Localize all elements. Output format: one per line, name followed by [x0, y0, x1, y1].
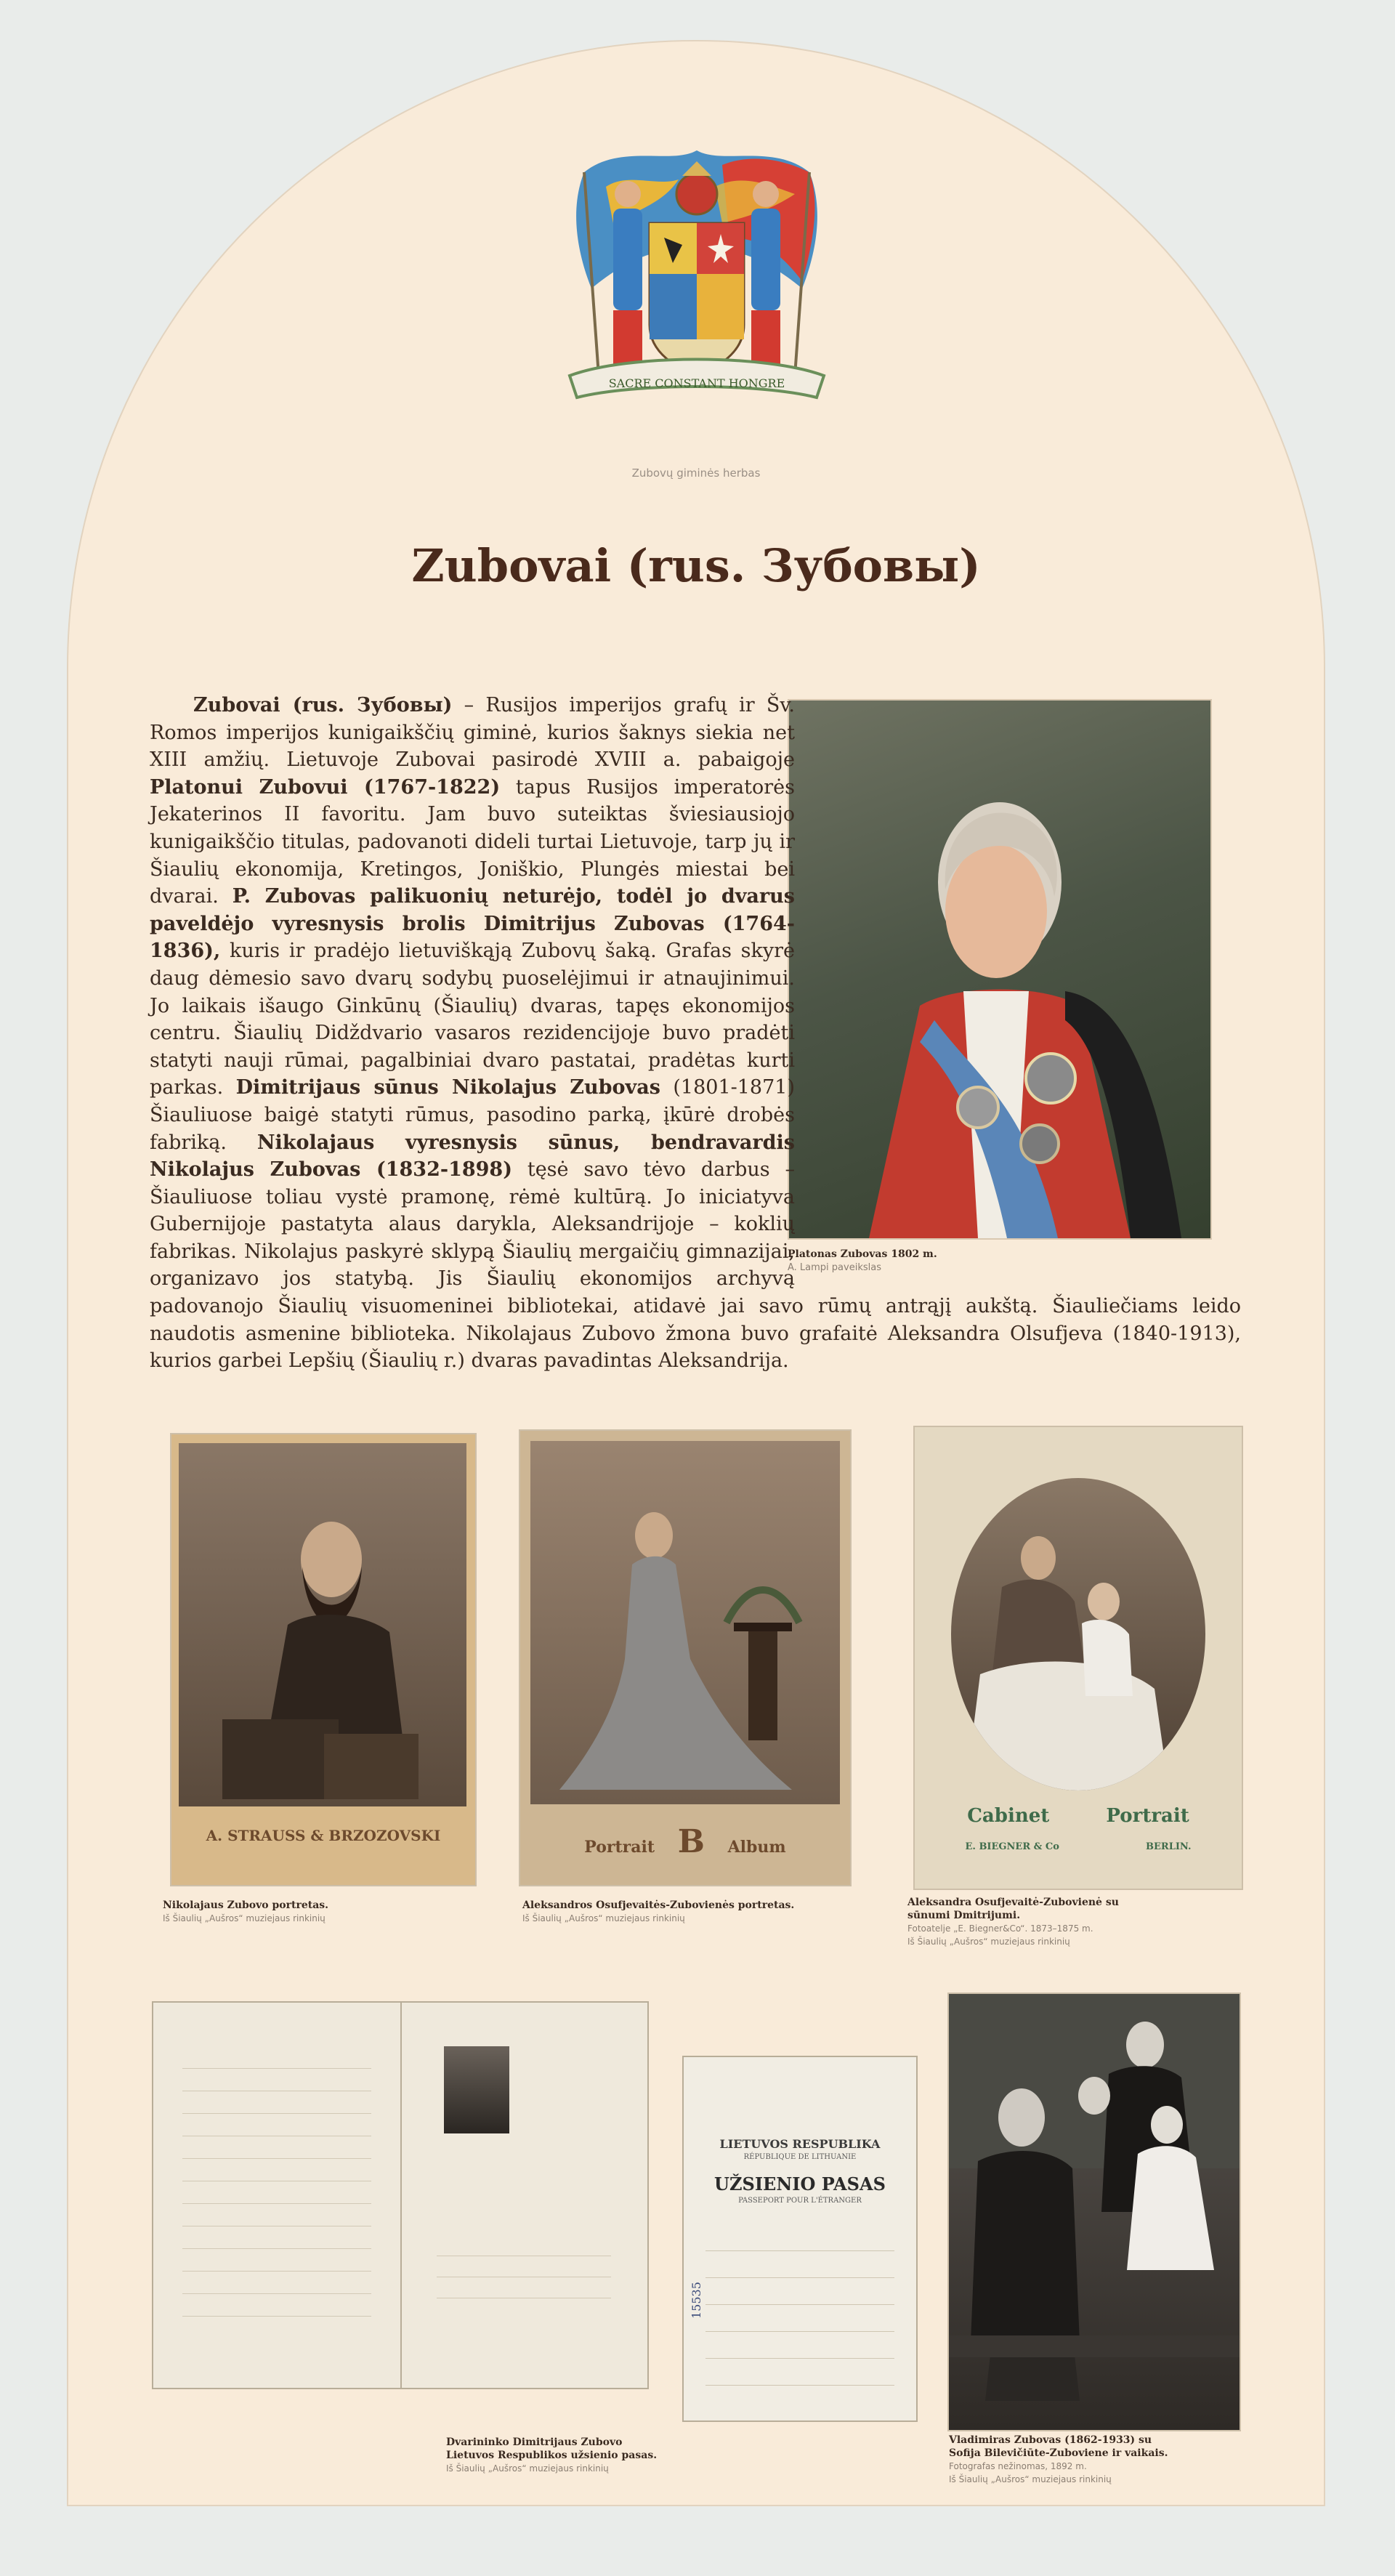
- passport-caption: [446, 2436, 657, 2475]
- photo5-caption: [949, 2434, 1168, 2486]
- exhibit-panel: [67, 40, 1325, 2506]
- portrait-caption-title: Platonas Zubovas 1802 m.: [788, 1248, 937, 1260]
- photo3-caption-source2: Iš Šiaulių „Aušros“ muziejaus rinkinių: [907, 1937, 1070, 1947]
- body-text-3: kuris ir pradėjo lietuviškąją Zubovų šaką. Grafas skyrė daug dėmesio savo dvarų sodybų puoselėjimui ir atnaujinimui. Jo laikais išaugo Ginkūnų (Šiaulių) dvaras, tapęs ekonomijos centru. Šiaulių Didždvario vasaros rezidencijoje buvo pradėti statyti nauji rūmai, pagalbiniai dvaro pastatai, pradėtas kurti parkas.: [150, 940, 795, 1099]
- coat-of-arms-icon: [541, 143, 853, 412]
- photo2-card-monogram: B: [677, 1823, 705, 1860]
- crest-caption: Zubovų giminės herbas: [631, 467, 761, 480]
- photo3-card-left: Cabinet: [967, 1805, 1050, 1827]
- body-text-1: – Rusijos imperijos grafų ir Šv. Romos imperijos kunigaikščių giminė, kurios šaknys siekia net XIII amžių. Lietuvoje Zubovai pasirodė XVIII a. pabaigoje: [150, 694, 795, 772]
- photo5-caption-line1: Vladimiras Zubovas (1862-1933) su: [949, 2434, 1152, 2446]
- photo3-card-studio-line: [915, 1841, 1242, 1852]
- page-title: Zubovai (rus. Зубовы): [411, 539, 981, 592]
- body-bold-2: P. Zubovas palikuonių neturėjo, todėl jo dvarus paveldėjo vyresnysis brolis Dimitrijus Zubovas (1764-1836),: [150, 885, 795, 963]
- body-text-4: (1801-1871) Šiauliuose baigė statyti rūmus, pasodino parką, įkūrė drobės fabriką.: [150, 1076, 795, 1154]
- photo1-caption-source: Iš Šiaulių „Aušros“ muziejaus rinkinių: [163, 1913, 326, 1923]
- body-text-2: tapus Rusijos imperatorės Jekaterinos II favoritu. Jam buvo suteiktas šviesiausiojo kunigaikščio titulas, padovanoti dideli turtai Lietuvoje, tarp jų ir Šiaulių ekonomija, Kretingos, Joniškio, Plungės miestai bei dvarai.: [150, 775, 795, 908]
- photo5-caption-source1: Fotografas nežinomas, 1892 m.: [949, 2461, 1087, 2471]
- photo2-caption: [522, 1899, 794, 1925]
- nikolaj-zubov-photo: [170, 1433, 477, 1886]
- photo3-card-label: [915, 1805, 1242, 1827]
- passport-caption-line2: Lietuvos Respublikos užsienio pasas.: [446, 2450, 658, 2461]
- portrait-space: [812, 692, 1241, 1273]
- photo5-caption-line2: Sofija Bilevičiūte-Zuboviene ir vaikais.: [949, 2447, 1168, 2459]
- article-body: [150, 692, 1241, 1375]
- photo1-card-label: A. STRAUSS & BRZOZOVSKI: [206, 1827, 441, 1844]
- photo2-card-left: Portrait: [584, 1838, 655, 1857]
- photo3-card-city: BERLIN.: [1146, 1841, 1192, 1852]
- body-lead: Zubovai (rus. Зубовы): [193, 694, 453, 716]
- vladimir-zubov-family-photo: [947, 1992, 1241, 2431]
- portrait-caption-author: A. Lampi paveikslas: [788, 1262, 881, 1273]
- passport-subheader: RÉPUBLIQUE DE LITHUANIE: [743, 2153, 857, 2161]
- passport-number: 15535: [690, 2282, 703, 2319]
- photo1-caption-title: Nikolajaus Zubovo portretas.: [163, 1899, 329, 1911]
- passport-header: LIETUVOS RESPUBLIKA: [719, 2137, 881, 2151]
- photo2-caption-title: Aleksandros Osufjevaitės-Zubovienės portretas.: [522, 1899, 795, 1911]
- photo2-card-label: [520, 1823, 850, 1860]
- photo3-caption-line2: sūnumi Dmitrijumi.: [907, 1910, 1021, 1921]
- photo3-card-studio: E. BIEGNER & Co: [965, 1841, 1059, 1852]
- passport-cover-page: [682, 2056, 918, 2422]
- photo2-card-right: Album: [727, 1838, 786, 1857]
- passport-open-page: [152, 2001, 649, 2389]
- photo2-caption-source: Iš Šiaulių „Aušros“ muziejaus rinkinių: [522, 1913, 685, 1923]
- aleksandra-with-son-photo: [913, 1426, 1243, 1890]
- passport-caption-line1: Dvarininko Dimitrijaus Zubovo: [446, 2436, 623, 2448]
- photo3-caption-line1: Aleksandra Osufjevaitė-Zubovienė su: [907, 1897, 1119, 1908]
- body-bold-4: Nikolajaus vyresnysis sūnus, bendravardis Nikolajus Zubovas (1832-1898): [150, 1131, 795, 1182]
- body-bold-1: Platonui Zubovui (1767-1822): [150, 775, 501, 799]
- passport-title-fr: PASSEPORT POUR L'ÉTRANGER: [738, 2197, 862, 2205]
- body-bold-3: Dimitrijaus sūnus Nikolajus Zubovas: [235, 1076, 660, 1099]
- photo3-card-right: Portrait: [1106, 1805, 1189, 1827]
- body-text-5: tęsė savo tėvo darbus – Šiauliuose toliau vystė pramonę, rėmė kultūrą. Jo iniciatyva Gubernijoje pastatyta alaus darykla, Aleksandrijoje – koklių fabrikas. Nikolajus paskyrė sklypą Šiaulių mergaičių gimnazijai, organizavo jos statybą. Jis Šiaulių ekonomijos archyvą padovanojo Šiaulių visuomeninei bibliotekai, atidavė jai savo rūmų antrąjį aukštą. Šiauliečiams leido naudotis asmenine biblioteka. Nikolajaus Zubovo žmona buvo grafaitė Aleksandra Olsufjeva (1840-1913), kurios garbei Lepšių (Šiaulių r.) dvaras pavadintas Aleksandrija.: [150, 1158, 1241, 1373]
- crest-motto: SACRE CONSTANT HONGRE: [608, 376, 785, 390]
- passport-caption-source: Iš Šiaulių „Aušros“ muziejaus rinkinių: [446, 2463, 609, 2474]
- photo5-caption-source2: Iš Šiaulių „Aušros“ muziejaus rinkinių: [949, 2474, 1112, 2484]
- passport-title: UŽSIENIO PASAS: [714, 2173, 886, 2195]
- aleksandra-portrait-photo: [519, 1429, 852, 1886]
- photo1-caption: [163, 1899, 328, 1925]
- photo3-caption: [907, 1896, 1119, 1948]
- photo3-caption-source1: Fotoatelje „E. Biegner&Co“. 1873–1875 m.: [907, 1923, 1093, 1934]
